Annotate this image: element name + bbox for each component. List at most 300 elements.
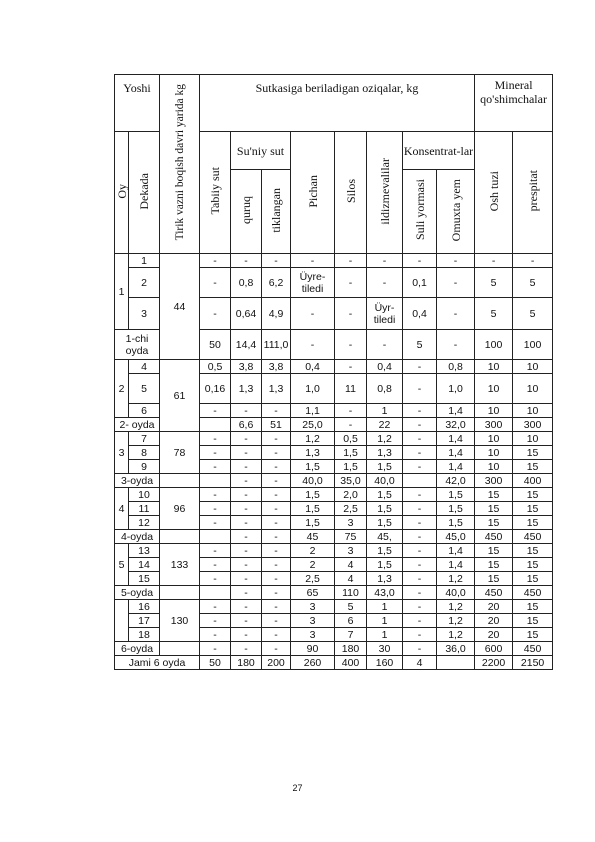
table-cell: - — [367, 268, 403, 298]
table-cell — [200, 474, 231, 488]
table-cell — [200, 586, 231, 600]
table-cell: - — [262, 432, 291, 446]
table-cell: 1,3 — [367, 446, 403, 460]
table-cell: - — [335, 404, 367, 418]
table-cell: 45 — [291, 530, 335, 544]
table-cell: 22 — [367, 418, 403, 432]
table-cell: 0,16 — [200, 374, 231, 404]
table-cell: 15 — [513, 502, 553, 516]
table-cell: - — [513, 254, 553, 268]
dekada-cell: 6 — [129, 404, 160, 418]
table-cell: 0,4 — [403, 298, 437, 330]
table-cell: - — [437, 268, 475, 298]
header-tirik-vazn: Tirik vazni boqish davri yarida kg — [160, 75, 200, 254]
table-cell: 15 — [475, 516, 513, 530]
table-cell: 15 — [475, 488, 513, 502]
table-row — [115, 488, 553, 502]
table-cell: 0,4 — [367, 360, 403, 374]
table-cell: 3,8 — [231, 360, 262, 374]
table-row — [115, 600, 553, 614]
header-suniy-sut: Su'niy sut — [231, 132, 291, 170]
table-cell: 1,5 — [437, 502, 475, 516]
table-cell: - — [403, 614, 437, 628]
table-cell: 10 — [475, 446, 513, 460]
table-cell: - — [231, 572, 262, 586]
table-cell: 1,1 — [291, 404, 335, 418]
table-cell: - — [231, 544, 262, 558]
table-cell: - — [262, 474, 291, 488]
dekada-cell: 1 — [129, 254, 160, 268]
header-pichan: Pichan — [291, 132, 335, 254]
table-cell: - — [335, 298, 367, 330]
dekada-cell: 12 — [129, 516, 160, 530]
table-cell — [160, 530, 200, 544]
table-cell: - — [200, 642, 231, 656]
table-cell: - — [403, 558, 437, 572]
table-cell: - — [200, 488, 231, 502]
table-cell: - — [200, 404, 231, 418]
table-cell: - — [231, 600, 262, 614]
table-cell: 300 — [513, 418, 553, 432]
grand-total-label: Jami 6 oyda — [115, 656, 200, 670]
table-cell — [160, 586, 200, 600]
table-cell: 0,8 — [437, 360, 475, 374]
table-cell: 30 — [367, 642, 403, 656]
table-cell: Üyr-tiledi — [367, 298, 403, 330]
table-cell: 15 — [475, 544, 513, 558]
table-cell: 0,8 — [231, 268, 262, 298]
table-cell: 3 — [335, 516, 367, 530]
table-row-total — [115, 530, 553, 544]
table-cell: 4 — [403, 656, 437, 670]
table-cell: 1,5 — [291, 516, 335, 530]
table-cell: - — [200, 268, 231, 298]
table-cell: - — [200, 446, 231, 460]
table-cell: 0,8 — [367, 374, 403, 404]
table-cell: 5 — [475, 268, 513, 298]
table-cell: - — [262, 544, 291, 558]
table-cell: 15 — [513, 446, 553, 460]
dekada-cell: 9 — [129, 460, 160, 474]
dekada-cell: 3 — [129, 298, 160, 330]
table-cell: - — [200, 544, 231, 558]
table-cell: 45, — [367, 530, 403, 544]
table-cell: 7 — [335, 628, 367, 642]
table-cell: - — [231, 502, 262, 516]
table-cell: - — [403, 360, 437, 374]
table-cell: 90 — [291, 642, 335, 656]
table-cell: - — [262, 446, 291, 460]
table-cell: 180 — [335, 642, 367, 656]
table-cell: 1,5 — [335, 460, 367, 474]
table-cell: - — [403, 460, 437, 474]
table-cell: - — [335, 254, 367, 268]
table-cell: 20 — [475, 614, 513, 628]
table-cell: 1,5 — [367, 516, 403, 530]
table-cell: 45,0 — [437, 530, 475, 544]
table-cell: 42,0 — [437, 474, 475, 488]
table-cell: 10 — [475, 432, 513, 446]
table-cell: 1,5 — [291, 502, 335, 516]
table-cell — [200, 530, 231, 544]
table-cell: 1,4 — [437, 432, 475, 446]
table-cell: 1,2 — [291, 432, 335, 446]
table-cell: - — [403, 586, 437, 600]
table-cell: 111,0 — [262, 330, 291, 360]
table-cell: 450 — [475, 586, 513, 600]
table-cell: 5 — [513, 268, 553, 298]
table-cell: 20 — [475, 628, 513, 642]
table-cell: 2,0 — [335, 488, 367, 502]
dekada-cell: 16 — [129, 600, 160, 614]
table-cell: 1 — [367, 404, 403, 418]
table-cell: - — [231, 614, 262, 628]
table-cell: - — [231, 404, 262, 418]
table-cell: 15 — [475, 502, 513, 516]
table-cell: - — [291, 330, 335, 360]
table-cell: - — [335, 268, 367, 298]
table-cell: - — [403, 432, 437, 446]
table-row-total — [115, 586, 553, 600]
table-cell: 2150 — [513, 656, 553, 670]
table-cell: 10 — [475, 374, 513, 404]
table-cell: 450 — [513, 586, 553, 600]
table-cell: 400 — [513, 474, 553, 488]
weight-cell: 61 — [160, 360, 200, 432]
table-cell: 100 — [475, 330, 513, 360]
table-cell: 15 — [513, 572, 553, 586]
table-cell: - — [262, 586, 291, 600]
table-cell: - — [262, 628, 291, 642]
table-cell: - — [403, 600, 437, 614]
table-cell: 2200 — [475, 656, 513, 670]
header-tabiiy-sut: Tabiiy sut — [200, 132, 231, 254]
table-cell: - — [200, 628, 231, 642]
table-cell: 15 — [513, 544, 553, 558]
table-cell: - — [403, 488, 437, 502]
table-cell: 6 — [335, 614, 367, 628]
table-cell: 40,0 — [367, 474, 403, 488]
table-cell: - — [403, 254, 437, 268]
dekada-cell: 11 — [129, 502, 160, 516]
dekada-cell: 18 — [129, 628, 160, 642]
table-cell: - — [200, 502, 231, 516]
table-cell: 1,5 — [335, 446, 367, 460]
table-cell: 1,4 — [437, 558, 475, 572]
table-cell: 1,2 — [437, 572, 475, 586]
table-cell: 5 — [335, 600, 367, 614]
table-cell: 260 — [291, 656, 335, 670]
table-cell: - — [231, 558, 262, 572]
table-cell: - — [200, 516, 231, 530]
table-cell: - — [403, 516, 437, 530]
table-cell: 0,5 — [335, 432, 367, 446]
table-cell: - — [262, 642, 291, 656]
table-cell: - — [200, 254, 231, 268]
table-cell: 5 — [403, 330, 437, 360]
table-cell: 1,4 — [437, 404, 475, 418]
table-cell: 15 — [475, 558, 513, 572]
dekada-cell: 8 — [129, 446, 160, 460]
table-cell: 65 — [291, 586, 335, 600]
table-cell: 3,8 — [262, 360, 291, 374]
table-cell: 1,2 — [437, 614, 475, 628]
table-cell: 1,3 — [291, 446, 335, 460]
table-cell: - — [437, 254, 475, 268]
table-cell: - — [231, 446, 262, 460]
table-cell: 180 — [231, 656, 262, 670]
header-tiklangan: tiklangan — [262, 170, 291, 254]
table-cell: 3 — [335, 544, 367, 558]
table-cell: 3 — [291, 614, 335, 628]
table-cell: - — [437, 330, 475, 360]
weight-cell: 96 — [160, 488, 200, 530]
table-cell: 43,0 — [367, 586, 403, 600]
table-cell: - — [231, 460, 262, 474]
table-cell: 15 — [513, 558, 553, 572]
table-cell: - — [200, 600, 231, 614]
dekada-cell: 17 — [129, 614, 160, 628]
table-cell: 300 — [475, 474, 513, 488]
table-cell: 160 — [367, 656, 403, 670]
table-cell: 32,0 — [437, 418, 475, 432]
table-cell: - — [231, 642, 262, 656]
table-cell: 1,0 — [437, 374, 475, 404]
table-cell: - — [262, 600, 291, 614]
table-cell: - — [403, 502, 437, 516]
table-cell: 10 — [475, 404, 513, 418]
table-cell: - — [367, 254, 403, 268]
table-cell: 4,9 — [262, 298, 291, 330]
table-cell: 2,5 — [335, 502, 367, 516]
table-cell: 200 — [262, 656, 291, 670]
table-cell: - — [200, 460, 231, 474]
table-cell: 35,0 — [335, 474, 367, 488]
table-cell: 1,2 — [367, 432, 403, 446]
table-cell: - — [262, 254, 291, 268]
month-cell: 4 — [115, 488, 129, 530]
header-silos: Silos — [335, 132, 367, 254]
table-cell: - — [367, 330, 403, 360]
table-cell: 15 — [513, 460, 553, 474]
table-cell: 15 — [513, 488, 553, 502]
header-oy: Oy — [115, 132, 129, 254]
table-cell: - — [262, 530, 291, 544]
table-cell: 50 — [200, 330, 231, 360]
header-quruq: quruq — [231, 170, 262, 254]
table-cell: - — [403, 628, 437, 642]
weight-cell: 130 — [160, 600, 200, 642]
table-cell: 10 — [513, 360, 553, 374]
table-cell: 1,2 — [437, 600, 475, 614]
header-yoshi: Yoshi — [115, 75, 160, 132]
table-cell: 6,2 — [262, 268, 291, 298]
total-label-cell: 4-oyda — [115, 530, 160, 544]
weight-cell: 78 — [160, 432, 200, 474]
table-cell: 6,6 — [231, 418, 262, 432]
table-cell: 4 — [335, 572, 367, 586]
table-cell: - — [200, 572, 231, 586]
table-cell: 75 — [335, 530, 367, 544]
table-cell: - — [231, 254, 262, 268]
dekada-cell: 10 — [129, 488, 160, 502]
weight-cell: 44 — [160, 254, 200, 360]
table-cell: 36,0 — [437, 642, 475, 656]
feed-table — [114, 74, 553, 670]
table-cell: 11 — [335, 374, 367, 404]
table-cell: - — [231, 628, 262, 642]
table-cell: 4 — [335, 558, 367, 572]
table-row-total — [115, 642, 553, 656]
table-cell: 3 — [291, 628, 335, 642]
total-label-cell: 2- oyda — [115, 418, 160, 432]
table-row-grand-total — [115, 656, 553, 670]
dekada-cell: 15 — [129, 572, 160, 586]
table-cell: 600 — [475, 642, 513, 656]
page-number: 27 — [292, 783, 303, 793]
table-cell: - — [231, 586, 262, 600]
table-cell: 1,5 — [437, 516, 475, 530]
table-cell: 14,4 — [231, 330, 262, 360]
table-cell: 1,0 — [291, 374, 335, 404]
header-ildizmevalilar: ildizmevalilar — [367, 132, 403, 254]
table-cell: 1,3 — [231, 374, 262, 404]
table-cell: - — [335, 418, 367, 432]
table-cell: 1,5 — [367, 502, 403, 516]
dekada-cell: 13 — [129, 544, 160, 558]
header-mineral: Mineral qo'shimchalar — [475, 75, 553, 132]
dekada-cell: 7 — [129, 432, 160, 446]
table-cell: - — [262, 488, 291, 502]
total-label-cell: 1-chi oyda — [115, 330, 160, 360]
table-cell: 1,5 — [437, 488, 475, 502]
table-cell: - — [403, 544, 437, 558]
table-cell: 450 — [513, 642, 553, 656]
table-cell: 15 — [513, 628, 553, 642]
table-cell: 40,0 — [437, 586, 475, 600]
table-cell: 1,2 — [437, 628, 475, 642]
table-cell — [160, 642, 200, 656]
table-cell: - — [262, 516, 291, 530]
table-cell: - — [291, 254, 335, 268]
table-body — [115, 254, 553, 670]
table-cell: 300 — [475, 418, 513, 432]
table-cell: 1,3 — [367, 572, 403, 586]
table-cell: 15 — [513, 600, 553, 614]
dekada-cell: 2 — [129, 268, 160, 298]
table-cell: - — [262, 558, 291, 572]
table-cell — [160, 474, 200, 488]
table-cell: 1 — [367, 600, 403, 614]
table-cell: 1,4 — [437, 544, 475, 558]
table-row-total — [115, 474, 553, 488]
table-cell: - — [403, 374, 437, 404]
header-konsentrat: Konsentrat-lar — [403, 132, 475, 170]
dekada-cell: 5 — [129, 374, 160, 404]
table-cell: - — [200, 558, 231, 572]
table-cell: 10 — [475, 460, 513, 474]
table-cell: 50 — [200, 656, 231, 670]
table-cell: 400 — [335, 656, 367, 670]
table-row — [115, 360, 553, 374]
table-cell: - — [200, 614, 231, 628]
table-cell: - — [335, 330, 367, 360]
table-cell: - — [335, 360, 367, 374]
table-cell: 2 — [291, 544, 335, 558]
table-cell: 3 — [291, 600, 335, 614]
table-cell: - — [200, 298, 231, 330]
table-cell: 0,64 — [231, 298, 262, 330]
table-cell: - — [262, 572, 291, 586]
table-cell: - — [231, 530, 262, 544]
table-cell: 110 — [335, 586, 367, 600]
table-cell: 20 — [475, 600, 513, 614]
table-cell: - — [403, 572, 437, 586]
table-cell: 0,5 — [200, 360, 231, 374]
header-sutkasiga: Sutkasiga beriladigan oziqalar, kg — [200, 75, 475, 132]
table-cell: 1,4 — [437, 460, 475, 474]
table-cell: - — [403, 446, 437, 460]
month-cell — [115, 600, 129, 642]
table-cell: 5 — [475, 298, 513, 330]
table-cell: 1,5 — [291, 488, 335, 502]
table-cell — [403, 474, 437, 488]
table-cell: 450 — [513, 530, 553, 544]
table-cell: 15 — [513, 614, 553, 628]
table-row — [115, 432, 553, 446]
table-cell: - — [475, 254, 513, 268]
table-cell: 10 — [513, 374, 553, 404]
table-cell: 1,5 — [367, 558, 403, 572]
table-cell: 1,5 — [367, 544, 403, 558]
table-cell: 1,5 — [291, 460, 335, 474]
total-label-cell: 5-oyda — [115, 586, 160, 600]
table-cell: 2,5 — [291, 572, 335, 586]
table-cell: 1,4 — [437, 446, 475, 460]
table-cell: - — [262, 502, 291, 516]
table-cell: - — [291, 298, 335, 330]
month-cell: 5 — [115, 544, 129, 586]
table-cell: - — [403, 418, 437, 432]
table-cell: 1,5 — [367, 460, 403, 474]
table-cell: 25,0 — [291, 418, 335, 432]
header-prespitat: prespitat — [513, 132, 553, 254]
table-cell — [200, 418, 231, 432]
table-cell: 1 — [367, 614, 403, 628]
table-cell: - — [262, 404, 291, 418]
table-cell: - — [231, 488, 262, 502]
table-cell: 15 — [513, 516, 553, 530]
table-cell: 10 — [513, 404, 553, 418]
table-cell: 1,3 — [262, 374, 291, 404]
table-cell: - — [200, 432, 231, 446]
table-cell: - — [262, 460, 291, 474]
dekada-cell: 14 — [129, 558, 160, 572]
header-suli-yormasi: Suli yormasi — [403, 170, 437, 254]
table-cell: - — [231, 516, 262, 530]
table-cell: - — [437, 298, 475, 330]
table-cell: 0,4 — [291, 360, 335, 374]
table-cell: 51 — [262, 418, 291, 432]
table-cell: 450 — [475, 530, 513, 544]
table-cell: 40,0 — [291, 474, 335, 488]
total-label-cell: 3-oyda — [115, 474, 160, 488]
table-cell: 5 — [513, 298, 553, 330]
table-cell: - — [231, 474, 262, 488]
table-cell: - — [403, 404, 437, 418]
table-row — [115, 544, 553, 558]
total-label-cell: 6-oyda — [115, 642, 160, 656]
